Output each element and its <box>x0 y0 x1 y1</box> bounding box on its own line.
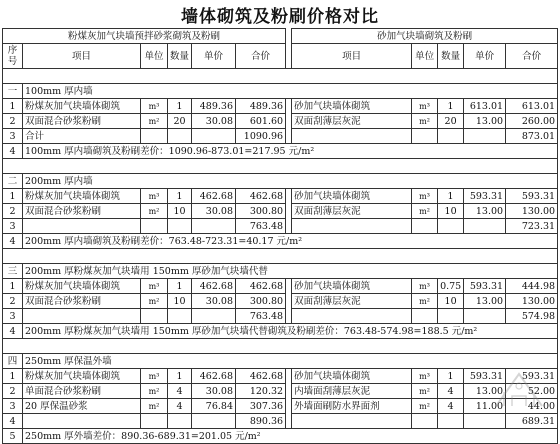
right-price: 11.00 <box>464 399 506 414</box>
row-number: 4 <box>3 414 23 429</box>
table-row <box>3 279 558 294</box>
right-price <box>464 129 506 144</box>
gap-cell <box>3 159 558 174</box>
section-name: 200mm 厚粉煤灰加气块墙用 150mm 厚砂加气块墙代替 <box>23 264 558 279</box>
left-unit: m² <box>141 294 168 309</box>
left-qty: 10 <box>168 294 192 309</box>
left-unit: m³ <box>141 189 168 204</box>
left-price: 462.68 <box>192 189 236 204</box>
difference-number: 4 <box>3 234 23 249</box>
left-unit <box>141 219 168 234</box>
left-qty: 1 <box>168 369 192 384</box>
left-item: 双面混合砂浆粉刷 <box>23 204 141 219</box>
left-item: 粉煤灰加气块墙体砌筑 <box>23 189 141 204</box>
left-unit: m² <box>141 384 168 399</box>
row-number: 2 <box>3 114 23 129</box>
left-total: 1090.96 <box>236 129 286 144</box>
page-title: 墙体砌筑及粉刷价格对比 <box>0 2 560 27</box>
left-group-header: 粉煤灰加气块墙预拌砂浆砌筑及粉刷 <box>3 29 286 44</box>
right-total-header: 合价 <box>506 44 558 69</box>
column-header-row <box>3 44 558 69</box>
right-price <box>464 309 506 324</box>
price-comparison-table <box>2 28 558 444</box>
left-qty: 4 <box>168 384 192 399</box>
left-qty: 1 <box>168 99 192 114</box>
right-qty-header: 数量 <box>438 44 464 69</box>
right-unit <box>412 219 438 234</box>
difference-row <box>3 234 558 249</box>
left-item: 双面混合砂浆粉刷 <box>23 114 141 129</box>
right-qty: 10 <box>438 294 464 309</box>
row-number: 1 <box>3 369 23 384</box>
right-price: 593.31 <box>464 279 506 294</box>
difference-text: 100mm 厚内墙砌筑及粉刷差价：1090.96-873.01=217.95 元/m² <box>23 144 558 159</box>
left-qty <box>168 219 192 234</box>
left-price <box>192 414 236 429</box>
right-unit: m³ <box>412 279 438 294</box>
right-price <box>464 219 506 234</box>
left-qty: 1 <box>168 189 192 204</box>
left-unit: m³ <box>141 279 168 294</box>
row-number: 3 <box>3 399 23 414</box>
right-item: 砂加气块墙体砌筑 <box>292 189 412 204</box>
row-number: 3 <box>3 309 23 324</box>
left-price: 30.08 <box>192 294 236 309</box>
left-qty: 10 <box>168 204 192 219</box>
right-group-header: 砂加气块墙砌筑及粉刷 <box>292 29 558 44</box>
gap-cell <box>3 249 558 264</box>
difference-text: 200mm 厚内墙砌筑及粉刷差价：763.48-723.31=40.17 元/m² <box>23 234 558 249</box>
right-item <box>292 129 412 144</box>
right-qty <box>438 309 464 324</box>
right-total: 574.98 <box>506 309 558 324</box>
left-item: 粉煤灰加气块墙体砌筑 <box>23 99 141 114</box>
section-name: 100mm 厚内墙 <box>23 84 558 99</box>
row-number: 1 <box>3 99 23 114</box>
difference-row <box>3 429 558 444</box>
left-total: 890.36 <box>236 414 286 429</box>
left-item <box>23 219 141 234</box>
right-price: 613.01 <box>464 99 506 114</box>
left-qty: 1 <box>168 279 192 294</box>
left-price: 462.68 <box>192 369 236 384</box>
left-item <box>23 309 141 324</box>
right-item <box>292 309 412 324</box>
right-qty: 1 <box>438 189 464 204</box>
right-unit: m³ <box>412 99 438 114</box>
left-price: 30.08 <box>192 204 236 219</box>
right-qty <box>438 129 464 144</box>
left-unit: m² <box>141 399 168 414</box>
gap-cell <box>3 339 558 354</box>
left-item-header: 项目 <box>23 44 141 69</box>
right-unit <box>412 414 438 429</box>
section-gap <box>3 249 558 264</box>
right-price: 13.00 <box>464 294 506 309</box>
right-price: 13.00 <box>464 114 506 129</box>
right-item: 双面刮薄层灰泥 <box>292 114 412 129</box>
building-logo-icon <box>486 366 552 416</box>
table-row <box>3 99 558 114</box>
right-item: 双面刮薄层灰泥 <box>292 204 412 219</box>
section-heading-row <box>3 84 558 99</box>
section-number: 二 <box>3 174 23 189</box>
right-item: 双面刮薄层灰泥 <box>292 294 412 309</box>
difference-row <box>3 144 558 159</box>
row-number: 2 <box>3 384 23 399</box>
left-price: 462.68 <box>192 279 236 294</box>
row-number: 3 <box>3 129 23 144</box>
right-qty: 4 <box>438 399 464 414</box>
right-item: 砂加气块墙体砌筑 <box>292 99 412 114</box>
right-price: 593.31 <box>464 189 506 204</box>
table-row <box>3 384 558 399</box>
right-unit: m² <box>412 294 438 309</box>
right-qty: 1 <box>438 369 464 384</box>
left-unit: m² <box>141 114 168 129</box>
left-qty <box>168 129 192 144</box>
right-qty <box>438 414 464 429</box>
right-total: 723.31 <box>506 219 558 234</box>
right-qty <box>438 219 464 234</box>
difference-text: 250mm 厚外墙差价：890.36-689.31=201.05 元/m² <box>23 429 558 444</box>
left-qty: 20 <box>168 114 192 129</box>
right-item: 砂加气块墙体砌筑 <box>292 369 412 384</box>
left-price <box>192 219 236 234</box>
right-item-header: 项目 <box>292 44 412 69</box>
left-price-header: 单价 <box>192 44 236 69</box>
left-qty <box>168 309 192 324</box>
right-item <box>292 414 412 429</box>
table-row <box>3 369 558 384</box>
section-number: 四 <box>3 354 23 369</box>
seq-header: 序号 <box>3 44 23 69</box>
section-gap <box>3 69 558 84</box>
gap-cell <box>3 69 558 84</box>
right-total: 130.00 <box>506 294 558 309</box>
left-item: 单面混合砂浆粉刷 <box>23 384 141 399</box>
left-total: 601.60 <box>236 114 286 129</box>
left-qty <box>168 414 192 429</box>
left-unit: m³ <box>141 99 168 114</box>
table-row <box>3 219 558 234</box>
right-total: 130.00 <box>506 204 558 219</box>
right-qty: 1 <box>438 99 464 114</box>
table-row <box>3 414 558 429</box>
right-total: 593.31 <box>506 369 558 384</box>
left-price: 30.08 <box>192 114 236 129</box>
right-total: 593.31 <box>506 189 558 204</box>
section-gap <box>3 159 558 174</box>
row-number: 3 <box>3 219 23 234</box>
left-unit-header: 单位 <box>141 44 168 69</box>
right-unit: m³ <box>412 369 438 384</box>
section-name: 250mm 厚保温外墙 <box>23 354 558 369</box>
left-price: 489.36 <box>192 99 236 114</box>
section-heading-row <box>3 354 558 369</box>
right-price: 593.31 <box>464 369 506 384</box>
left-total: 307.36 <box>236 399 286 414</box>
group-header-row <box>3 29 558 44</box>
left-qty: 4 <box>168 399 192 414</box>
section-heading-row <box>3 264 558 279</box>
left-total: 763.48 <box>236 219 286 234</box>
section-name: 200mm 厚内墙 <box>23 174 558 189</box>
table-row <box>3 114 558 129</box>
row-number: 2 <box>3 294 23 309</box>
left-item: 双面混合砂浆粉刷 <box>23 294 141 309</box>
right-unit <box>412 309 438 324</box>
left-unit <box>141 309 168 324</box>
table-row <box>3 399 558 414</box>
left-price: 30.08 <box>192 384 236 399</box>
right-item: 砂加气块墙体砌筑 <box>292 279 412 294</box>
section-heading-row <box>3 174 558 189</box>
difference-text: 200mm 厚粉煤灰加气块墙用 150mm 厚砂加气块墙代替砌筑及粉刷差价：763.48-574.98=188.5 元/m² <box>23 324 558 339</box>
left-item: 20 厚保温砂浆 <box>23 399 141 414</box>
table-row <box>3 204 558 219</box>
left-total: 763.48 <box>236 309 286 324</box>
left-total-header: 合价 <box>236 44 286 69</box>
table-row <box>3 294 558 309</box>
right-total: 873.01 <box>506 129 558 144</box>
difference-row <box>3 324 558 339</box>
left-item <box>23 414 141 429</box>
right-item: 内墙面刮薄层灰泥 <box>292 384 412 399</box>
right-unit: m² <box>412 114 438 129</box>
left-qty-header: 数量 <box>168 44 192 69</box>
right-total: 444.98 <box>506 279 558 294</box>
row-number: 2 <box>3 204 23 219</box>
right-qty: 4 <box>438 384 464 399</box>
section-number: 一 <box>3 84 23 99</box>
right-unit: m² <box>412 204 438 219</box>
difference-number: 5 <box>3 429 23 444</box>
table-row <box>3 189 558 204</box>
right-qty: 10 <box>438 204 464 219</box>
right-price: 13.00 <box>464 384 506 399</box>
left-total: 462.68 <box>236 189 286 204</box>
right-unit: m² <box>412 384 438 399</box>
left-unit <box>141 414 168 429</box>
right-qty: 20 <box>438 114 464 129</box>
left-total: 462.68 <box>236 279 286 294</box>
right-unit <box>412 129 438 144</box>
left-item: 粉煤灰加气块墙体砌筑 <box>23 279 141 294</box>
right-qty: 0.75 <box>438 279 464 294</box>
table-row <box>3 129 558 144</box>
row-number: 1 <box>3 189 23 204</box>
right-price-header: 单价 <box>464 44 506 69</box>
right-unit: m³ <box>412 189 438 204</box>
table-row <box>3 309 558 324</box>
right-total: 613.01 <box>506 99 558 114</box>
left-unit <box>141 129 168 144</box>
left-total: 462.68 <box>236 369 286 384</box>
left-total: 120.32 <box>236 384 286 399</box>
difference-number: 4 <box>3 144 23 159</box>
right-total: 52.00 <box>506 384 558 399</box>
left-unit: m² <box>141 204 168 219</box>
right-total: 44.00 <box>506 399 558 414</box>
right-item: 外墙面刷防水界面剂 <box>292 399 412 414</box>
right-unit-header: 单位 <box>412 44 438 69</box>
left-total: 300.80 <box>236 294 286 309</box>
left-price <box>192 129 236 144</box>
section-number: 三 <box>3 264 23 279</box>
left-price: 76.84 <box>192 399 236 414</box>
left-total: 300.80 <box>236 204 286 219</box>
left-unit: m³ <box>141 369 168 384</box>
right-total: 689.31 <box>506 414 558 429</box>
row-number: 1 <box>3 279 23 294</box>
difference-number: 4 <box>3 324 23 339</box>
left-item: 粉煤灰加气块墙体砌筑 <box>23 369 141 384</box>
right-unit: m² <box>412 399 438 414</box>
left-price <box>192 309 236 324</box>
right-price: 13.00 <box>464 204 506 219</box>
left-total: 489.36 <box>236 99 286 114</box>
right-total: 260.00 <box>506 114 558 129</box>
section-gap <box>3 339 558 354</box>
right-item <box>292 219 412 234</box>
left-item: 合计 <box>23 129 141 144</box>
